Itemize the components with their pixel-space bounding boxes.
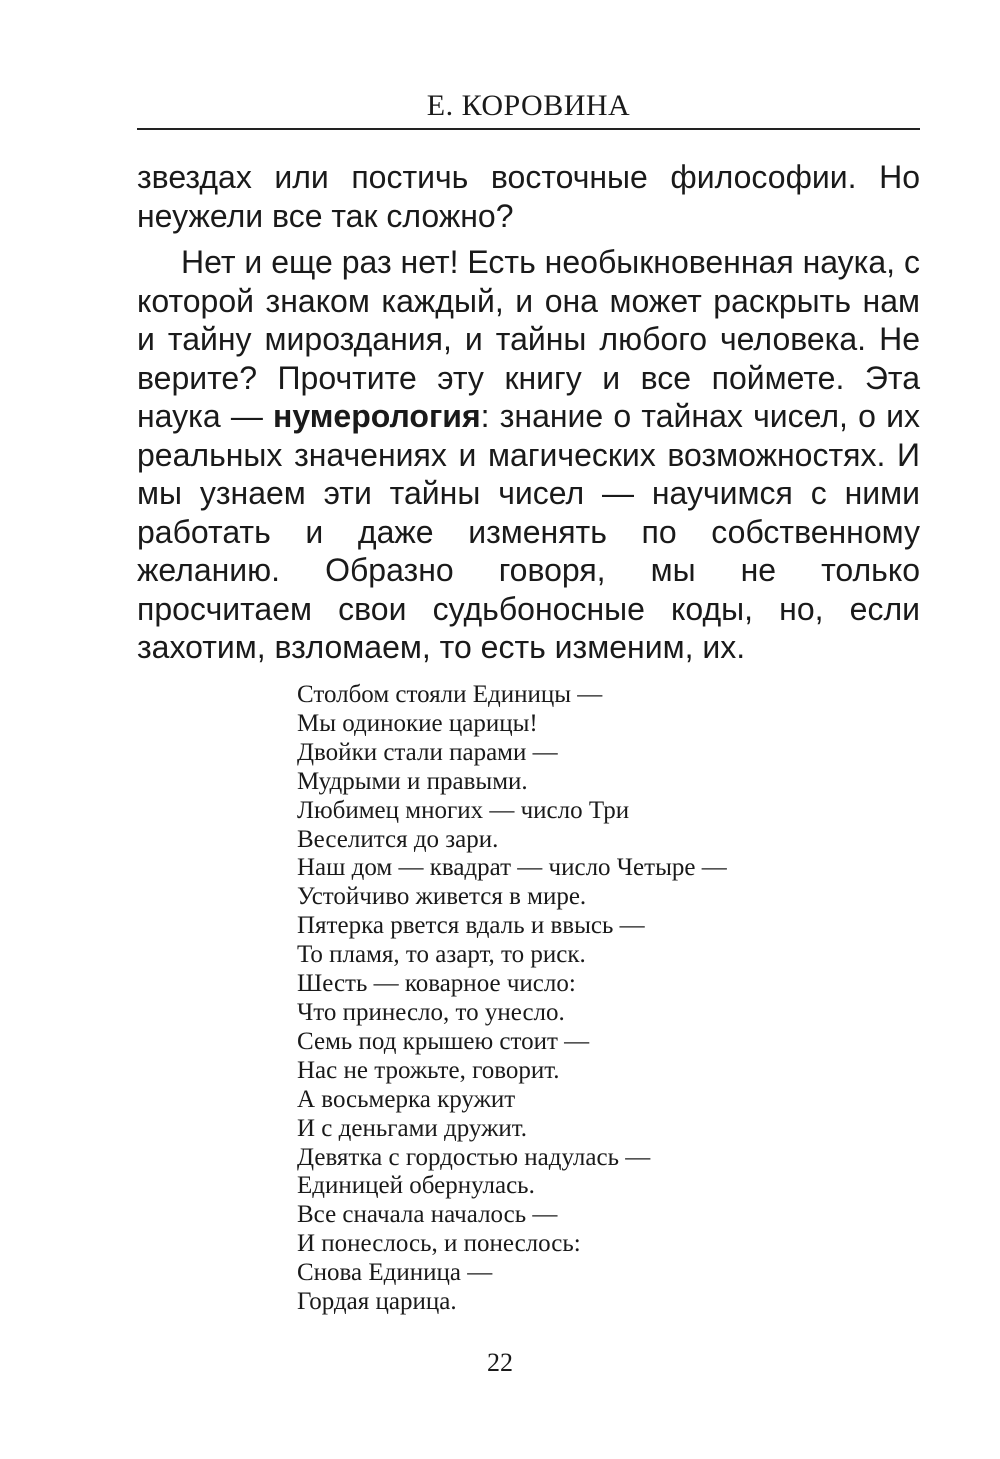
poem bbox=[297, 681, 727, 1317]
poem-line: И понеслось, и понеслось: bbox=[297, 1230, 581, 1258]
poem-line: Все сначала началось — bbox=[297, 1201, 558, 1229]
page-number: 22 bbox=[487, 1348, 513, 1377]
poem-line: Любимец многих — число Три bbox=[297, 796, 630, 824]
paragraph-2 bbox=[137, 243, 920, 667]
poem-line: Что принесло, то унесло. bbox=[297, 998, 565, 1026]
poem-line: Единицей обернулась. bbox=[297, 1172, 535, 1200]
header-rule bbox=[137, 128, 920, 130]
poem-line: Двойки стали парами — bbox=[297, 738, 558, 766]
poem-line: Мы одинокие царицы! bbox=[297, 709, 538, 737]
poem-line: Шесть — коварное число: bbox=[297, 970, 576, 998]
poem-line: И с деньгами дружит. bbox=[297, 1114, 528, 1142]
poem-line: Нас не трожьте, говорит. bbox=[297, 1056, 560, 1084]
paragraph-2-lead: Нет и еще раз нет! Есть необыкновенная наука, с которой знаком каждый, и она может раскрыть нам и тайну мироздания, и тайны любого человека. Не верите? Прочтите эту книгу и все поймете. Эта наука — bbox=[137, 244, 920, 434]
poem-line: Семь под крышею стоит — bbox=[297, 1027, 590, 1055]
poem-line: Наш дом — квадрат — число Четыре — bbox=[297, 854, 727, 882]
body-text bbox=[137, 158, 920, 667]
poem-line: Столбом стояли Единицы — bbox=[297, 681, 603, 708]
poem-line: Мудрыми и правыми. bbox=[297, 767, 528, 795]
highlighted-term: нумерология bbox=[273, 398, 481, 434]
poem-line: Снова Единица — bbox=[297, 1259, 493, 1287]
poem-line: Веселится до зари. bbox=[297, 825, 499, 853]
paragraph-1: звездах или постичь восточные философии. Но неужели все так сложно? bbox=[137, 159, 920, 234]
poem-line: Гордая царица. bbox=[297, 1288, 457, 1316]
poem-line: А восьмерка кружит bbox=[297, 1085, 516, 1113]
poem-line: То пламя, то азарт, то риск. bbox=[297, 941, 586, 969]
poem-line: Устойчиво живется в мире. bbox=[297, 883, 587, 911]
poem-line: Девятка с гордостью надулась — bbox=[297, 1143, 651, 1171]
running-head: Е. КОРОВИНА bbox=[426, 89, 631, 122]
paragraph-2-rest: : знание о тайнах чисел, о их реальных значениях и магических возможностях. И мы узнаем эти тайны чисел — научимся с ними работать и даже изменять по собственному желанию. Образно говоря, мы не только просчитаем свои судьбоносные коды, но, если захотим, взломаем, то есть изменим, их. bbox=[137, 398, 921, 665]
poem-line: Пятерка рвется вдаль и ввысь — bbox=[297, 912, 645, 940]
